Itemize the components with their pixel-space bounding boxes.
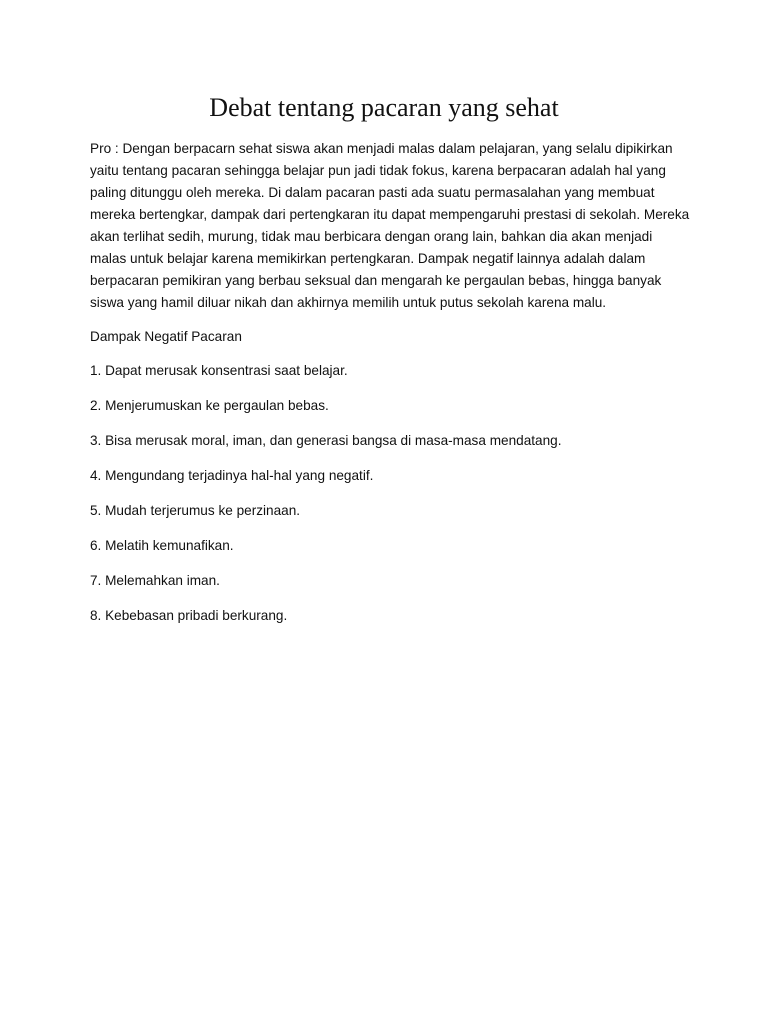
list-item: 3. Bisa merusak moral, iman, dan generasi bangsa di masa-masa mendatang. bbox=[90, 433, 562, 448]
list-item: 4. Mengundang terjadinya hal-hal yang negatif. bbox=[90, 468, 374, 483]
list-item: 2. Menjerumuskan ke pergaulan bebas. bbox=[90, 398, 329, 413]
list-item: 6. Melatih kemunafikan. bbox=[90, 538, 234, 553]
list-item: 5. Mudah terjerumus ke perzinaan. bbox=[90, 503, 301, 518]
list-item: 7. Melemahkan iman. bbox=[90, 573, 220, 588]
pro-paragraph: Pro : Dengan berpacarn sehat siswa akan menjadi malas dalam pelajaran, yang selalu dipikirkan yaitu tentang pacaran sehingga belajar pun jadi tidak fokus, karena berpacaran adalah hal yang paling ditunggu oleh mereka. Di dalam pacaran pasti ada suatu permasalahan yang membuat mereka bertengkar, dampak dari pertengkaran itu dapat mempengaruhi prestasi di sekolah. Mereka akan terlihat sedih, murung, tidak mau berbicara dengan orang lain, bahkan dia akan menjadi malas untuk belajar karena memikirkan pertengkaran. Dampak negatif lainnya adalah dalam berpacaran pemikiran yang berbau seksual dan mengarah ke pergaulan bebas, hingga banyak siswa yang hamil diluar nikah dan akhirnya memilih untuk putus sekolah karena malu. bbox=[90, 141, 690, 310]
list-item: 8. Kebebasan pribadi berkurang. bbox=[90, 608, 288, 623]
list-item: 1. Dapat merusak konsentrasi saat belajar. bbox=[90, 363, 348, 378]
document-title: Debat tentang pacaran yang sehat bbox=[209, 93, 559, 122]
document-body bbox=[90, 138, 690, 640]
section-heading: Dampak Negatif Pacaran bbox=[90, 329, 242, 344]
